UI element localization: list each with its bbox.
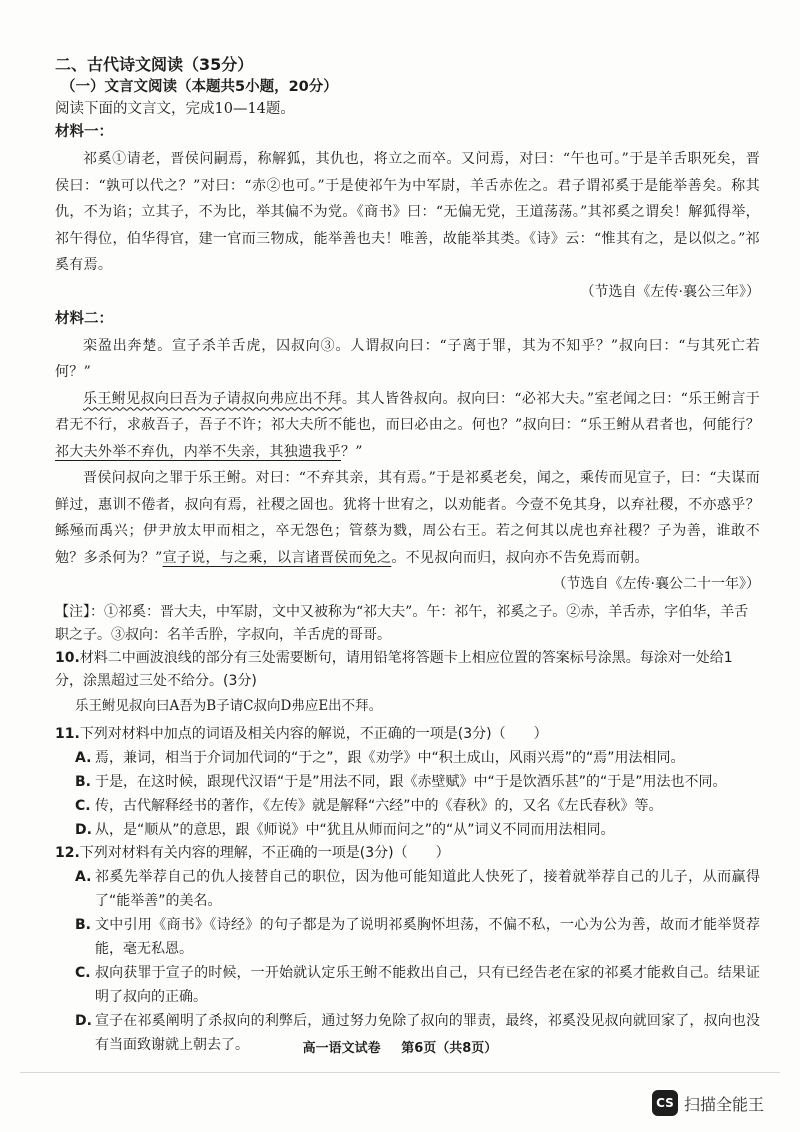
section-title: 二、古代诗文阅读（35分） [55,55,254,74]
material2-paragraph-1: 栾盈出奔楚。宣子杀羊舌虎，囚叔向③。人谓叔向曰：“子离于罪，其为不知乎？”叔向曰：“与其死亡若何？” [55,337,760,380]
question-10 [55,647,760,693]
question-text: 下列对材料有关内容的理解，不正确的一项是(3分)（ ） [79,845,450,861]
option-label: C. [75,798,91,814]
option-label: D. [75,1013,92,1029]
page-footer [0,1037,800,1056]
subsection-title: （一）文言文阅读（本题共5小题，20分） [61,79,338,95]
option-text: 从，是“顺从”的意思，跟《师说》中“犹且从师而问之”的“从”词义不同而用法相同。 [95,822,615,838]
material2-paragraph-3 [55,465,760,571]
underlined-sentence-1: 祁大夫外举不弃仇，内举不失亲，其独遗我乎 [55,443,341,460]
question-text: 材料二中画波浪线的部分有三处需要断句，请用铅笔将答题卡上相应位置的答案标号涂黑。每涂对一处给1分，涂黑超过三处不给分。(3分) [55,650,733,689]
option-b [75,770,760,794]
option-c [75,961,760,1009]
option-c [75,794,760,818]
question-10-answer-options: 乐王鲋见叔向曰A吾为B子请C叔向D弗应E出不拜。 [75,698,383,714]
question-11-options [75,746,760,842]
option-label: B. [75,774,91,790]
material2-label: 材料二： [55,310,113,327]
paragraph-3-text-a: 晋侯问叔向之罪于乐王鲋。对曰：“不弃其亲，其有焉。”于是祁奚老矣，闻之，乘传而见宣子，曰：“夫谋而鲜过，惠训不倦者，叔向有焉，社稷之固也。犹将十世宥之，以劝能者。今壹不免其身，以弃社稷，不亦惑乎？鲧殛而禹兴；伊尹放太甲而相之，卒无怨色；管蔡为戮，周公右王。若之何其以虎也弃社稷？子为善，谁敢不勉？多杀何为？” [55,470,760,566]
option-label: A. [75,869,92,885]
material2-paragraph-2 [55,386,760,466]
option-label: B. [75,917,91,933]
option-label: A. [75,750,92,766]
scanner-watermark [652,1090,764,1116]
question-12 [55,842,760,865]
option-text: 祁奚先举荐自己的仇人接替自己的职位，因为他可能知道此人快死了，接着就举荐自己的儿子，从而赢得了“能举善”的美名。 [95,869,760,909]
option-a [75,865,760,913]
material1-label: 材料一： [55,124,113,140]
option-label: C. [75,965,91,981]
wavy-underlined-passage: 乐王鲋见叔向曰吾为子请叔向弗应出不拜 [83,390,342,407]
paragraph-2-text-a: 。其人皆咎叔向。叔向曰：“必祁大夫。”室老闻之曰：“乐王鲋言于君无不行，求赦吾子，吾子不许；祁大夫所不能也，而曰必由之。何也？”叔向曰：“乐王鲋从君者也，何能行？ [55,390,760,433]
divider [20,1072,780,1073]
option-text: 叔向获罪于宣子的时候，一开始就认定乐王鲋不能救出自己，只有已经告老在家的祁奚才能救自己。结果证明了叔向的正确。 [95,965,760,1005]
question-number: 11. [55,726,80,742]
paragraph-2-text-b: ？” [341,443,363,460]
exam-title: 高一语文试卷 [302,1041,381,1056]
exam-page [55,55,760,1057]
watermark-text: 扫描全能王 [684,1094,765,1114]
camscanner-logo-icon: CS [652,1090,678,1116]
question-text: 下列对材料中加点的词语及相关内容的解说，不正确的一项是(3分)（ ） [79,726,548,742]
option-text: 焉，兼词，相当于介词加代词的“于之”，跟《劝学》中“积土成山，风雨兴焉”的“焉”用法相同。 [95,750,685,766]
question-11 [55,723,760,746]
page-number: 第6页（共8页） [401,1041,498,1056]
option-b [75,913,760,961]
option-text: 传，古代解释经书的著作，《左传》就是解释“六经”中的《春秋》的，又名《左氏春秋》等。 [95,798,663,814]
material1-text: 祁奚①请老，晋侯问嗣焉，称解狐，其仇也，将立之而卒。又问焉，对曰：“午也可。”于是羊舌职死矣，晋侯曰：“孰可以代之？”对曰：“赤②也可。”于是使祁午为中军尉，羊舌赤佐之。君子谓祁奚于是能举善矣。称其仇，不为谄；立其子，不为比，举其偏不为党。《商书》曰：“无偏无党，王道荡荡。”其祁奚之谓矣！解狐得举，祁午得位，伯华得官，建一官而三物成，能举善也夫！唯善，故能举其类。《诗》云：“惟其有之，是以似之。”祁奚有焉。 [55,151,760,273]
material2-source: （节选自《左传·襄公二十一年》） [552,576,760,592]
option-text: 文中引用《商书》《诗经》的句子都是为了说明祁奚胸怀坦荡，不偏不私，一心为公为善，故而才能举贤荐能，毫无私恩。 [95,917,760,957]
option-label: D. [75,822,92,838]
option-text: 于是，在这时候，跟现代汉语“于是”用法不同，跟《赤壁赋》中“于是饮酒乐甚”的“于是”用法也不同。 [95,774,727,790]
option-text: 宣子在祁奚阐明了杀叔向的利弊后，通过努力免除了叔向的罪责，最终，祁奚没见叔向就回家了，叔向也没有当面致谢就上朝去了。 [95,1013,760,1053]
option-d [75,818,760,842]
instruction: 阅读下面的文言文，完成10—14题。 [55,101,295,117]
underlined-sentence-2: 宣子说，与之乘，以言诸晋侯而免之 [162,549,392,566]
question-12-options [75,865,760,1057]
annotation-notes: 【注】：①祁奚：晋大夫，中军尉，文中又被称为“祁大夫”。午：祁午，祁奚之子。②赤，羊舌赤，字伯华，羊舌职之子。③叔向：名羊舌肸，字叔向，羊舌虎的哥哥。 [55,604,749,643]
question-number: 12. [55,845,80,861]
option-a [75,746,760,770]
material1-source: （节选自《左传·襄公三年》） [580,283,760,300]
question-number: 10. [55,650,80,666]
paragraph-3-text-b: 。不见叔向而归，叔向亦不告免焉而朝。 [391,549,649,566]
